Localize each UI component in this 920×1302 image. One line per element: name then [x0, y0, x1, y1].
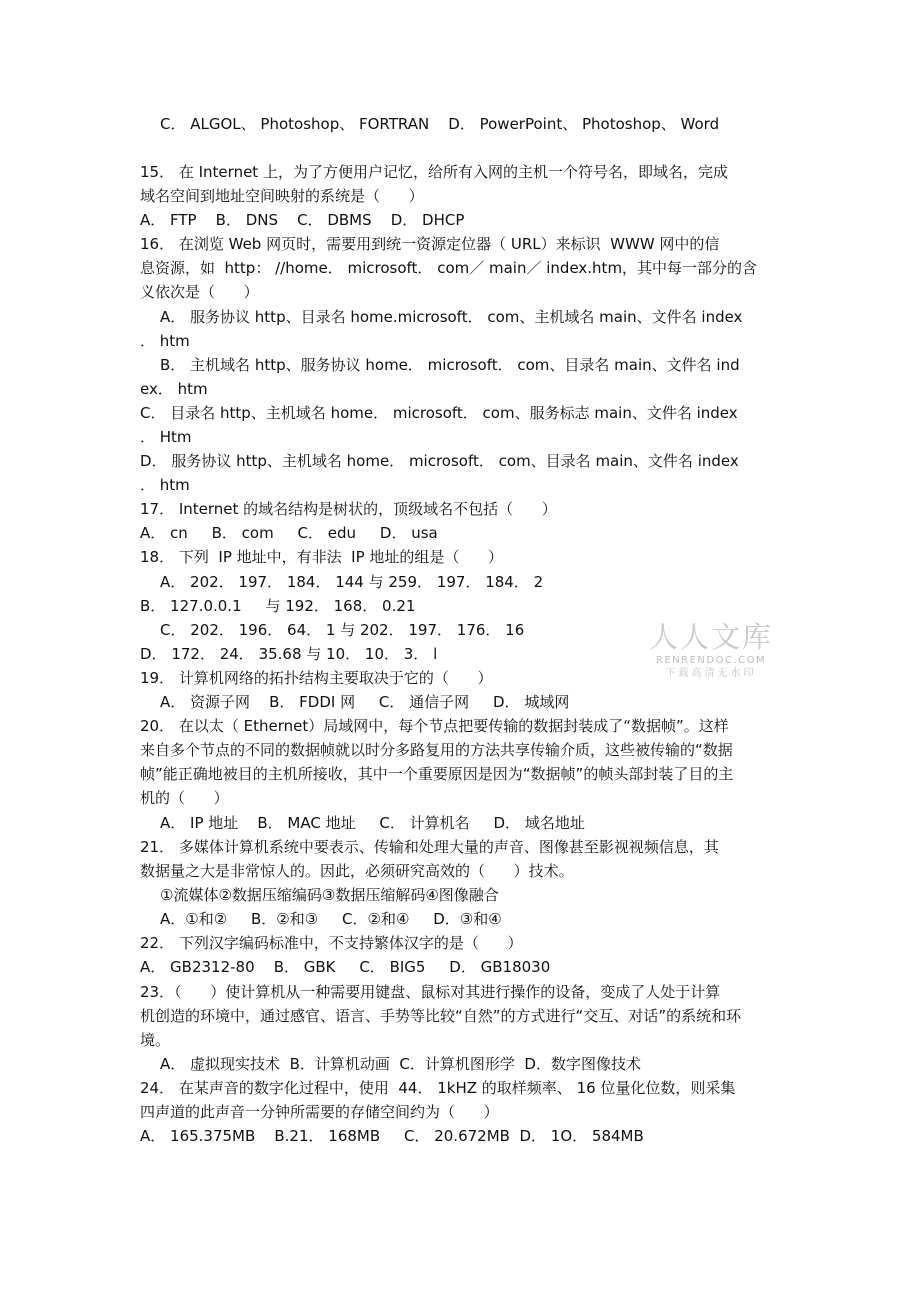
question-23: 23．（ ）使计算机从一种需要用键盘、鼠标对其进行操作的设备，变成了人处于计算: [140, 983, 721, 1001]
watermark-domain: RENRENDOC.COM: [655, 655, 767, 666]
option-line: D． 服务协议 http、主机域名 home． microsoft． com、目录名 main、文件名 index: [140, 452, 739, 470]
watermark-slogan: 下载高清无水印: [665, 668, 757, 679]
question-19: 19． 计算机网络的拓扑结构主要取决于它的（ ）: [140, 669, 493, 687]
text-line: 义依次是（ ）: [140, 283, 259, 301]
question-24: 24． 在某声音的数字化过程中，使用 44． 1kHZ 的取样频率、 16 位量化位数，则采集: [140, 1079, 736, 1097]
watermark-title: 人人文库: [648, 620, 773, 654]
question-17: 17． Internet 的域名结构是树状的，顶级域名不包括（ ）: [140, 500, 557, 518]
text-line: 域名空间到地址空间映射的系统是（ ）: [140, 187, 424, 205]
text-line: 数据量之大是非常惊人的。因此，必须研究高效的（ ）技术。: [140, 862, 574, 880]
text-line: C． ALGOL、 Photoshop、 FORTRAN D． PowerPoint、 Photoshop、 Word: [160, 115, 720, 133]
text-line: ． htm: [140, 476, 190, 494]
question-15: 15． 在 Internet 上，为了方便用户记忆，给所有入网的主机一个符号名，即域名，完成: [140, 163, 728, 181]
question-16: 16． 在浏览 Web 网页时，需要用到统一资源定位器（ URL）来标识 WWW 网中的信: [140, 235, 720, 253]
text-line: ． Htm: [140, 428, 192, 446]
text-line: ． htm: [140, 332, 190, 350]
watermark: [648, 620, 774, 681]
question-21: 21． 多媒体计算机系统中要表示、传输和处理大量的声音、图像甚至影视视频信息，其: [140, 838, 719, 856]
text-line: ex． htm: [140, 380, 208, 398]
text-line: 机创造的环境中，通过感官、语言、手势等比较“自然”的方式进行“交互、对话”的系统和环: [140, 1007, 742, 1025]
options-line: A． 165.375MB B.21． 168MB C． 20.672MB D． 1O． 584MB: [140, 1127, 644, 1145]
question-22: 22． 下列汉字编码标准中，不支持繁体汉字的是（ ）: [140, 934, 523, 952]
text-line: 机的（ ）: [140, 789, 229, 807]
text-line: 境。: [140, 1031, 171, 1049]
option-line: C． 目录名 http、主机域名 home． microsoft． com、服务标志 main、文件名 index: [140, 404, 738, 422]
options-line: A． GB2312-80 B． GBK C． BIG5 D． GB18030: [140, 958, 551, 976]
option-line: D． 172． 24． 35.68 与 10． 10． 3． l: [140, 645, 438, 663]
option-line: B． 主机域名 http、服务协议 home． microsoft． com、目录名 main、文件名 ind: [160, 356, 740, 374]
option-line: B． 127.0.0.1 与 192． 168． 0.21: [140, 597, 416, 615]
text-line: 息资源，如 http： //home． microsoft． com／ main／ index.htm，其中每一部分的含: [140, 259, 758, 277]
question-20: 20． 在以太（ Ethernet）局域网中，每个节点把要传输的数据封装成了“数据帧”。这样: [140, 717, 729, 735]
option-line: A． 202． 197． 184． 144 与 259． 197． 184． 2: [160, 573, 544, 591]
options-line: A． 虚拟现实技术 B．计算机动画 C．计算机图形学 D．数字图像技术: [160, 1055, 641, 1073]
options-line: A． 资源子网 B． FDDI 网 C． 通信子网 D． 城域网: [160, 693, 570, 711]
text-line: 来自多个节点的不同的数据帧就以时分多路复用的方法共享传输介质，这些被传输的“数据: [140, 741, 733, 759]
text-line: 四声道的此声音一分钟所需要的存储空间约为（ ）: [140, 1103, 499, 1121]
option-line: C． 202． 196． 64． 1 与 202． 197． 176． 16: [160, 621, 525, 639]
option-line: A． 服务协议 http、目录名 home.microsoft． com、主机域名 main、文件名 index: [160, 308, 743, 326]
options-line: A．①和② B．②和③ C．②和④ D．③和④: [160, 910, 502, 928]
options-line: A． IP 地址 B． MAC 地址 C． 计算机名 D． 域名地址: [160, 814, 585, 832]
options-line: A． FTP B． DNS C． DBMS D． DHCP: [140, 211, 465, 229]
options-line: A． cn B． com C． edu D． usa: [140, 524, 438, 542]
text-line: 帧”能正确地被目的主机所接收，其中一个重要原因是因为“数据帧”的帧头部封装了目的主: [140, 765, 734, 783]
text-line: ①流媒体②数据压缩编码③数据压缩解码④图像融合: [160, 886, 499, 904]
question-18: 18． 下列 IP 地址中，有非法 IP 地址的组是（ ）: [140, 548, 504, 566]
